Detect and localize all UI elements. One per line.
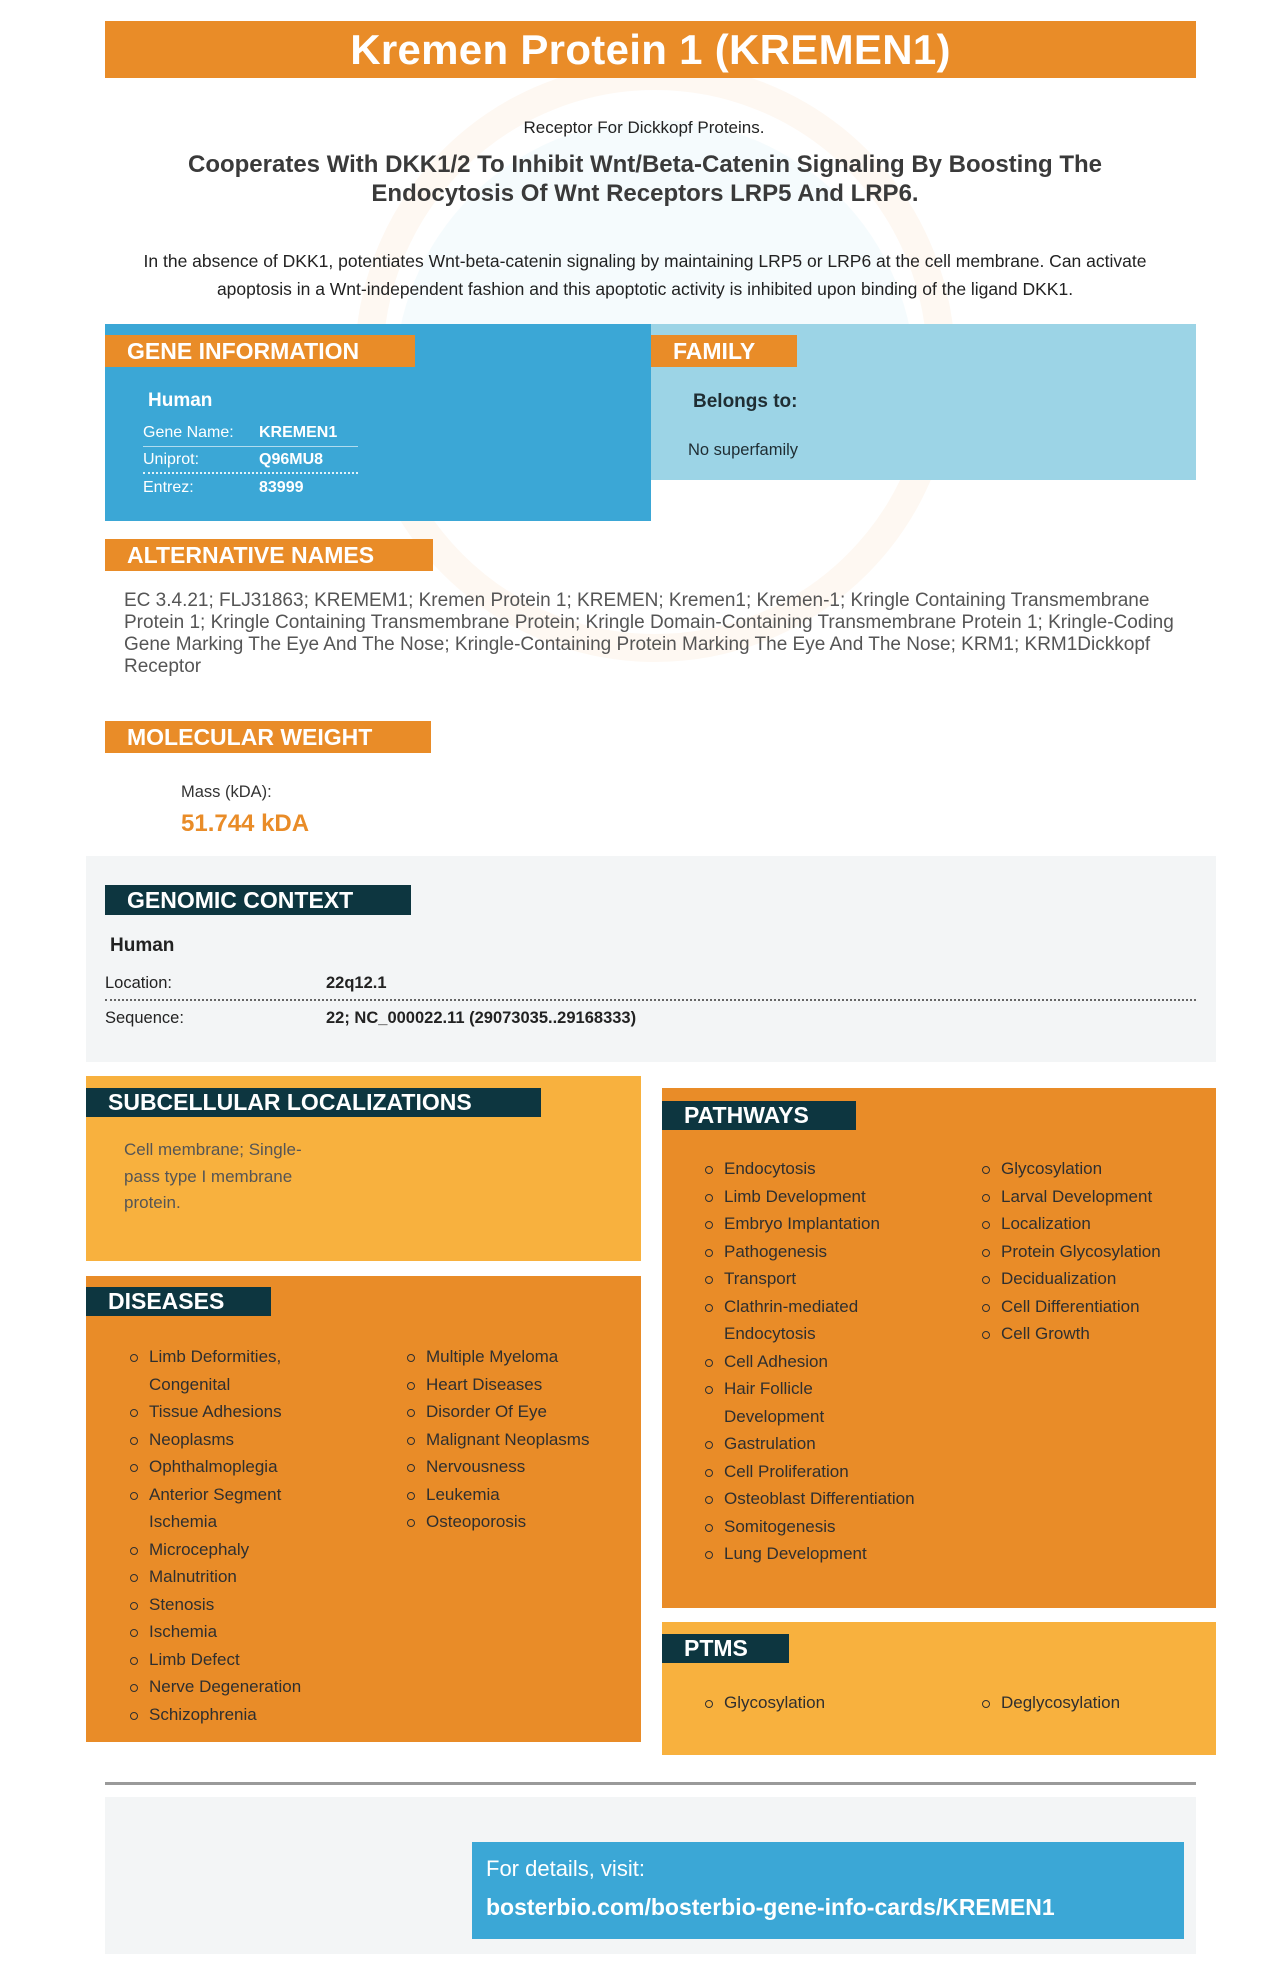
summary-description: In the absence of DKK1, potentiates Wnt-beta-catenin signaling by maintaining LRP5 or LRP6 at the cell membrane. Can activate apoptosis in a Wnt-independent fashion and this apoptotic activity is inhibited upon binding of the ligand DKK1. xyxy=(143,251,1147,299)
page-title: Kremen Protein 1 (KREMEN1) xyxy=(350,25,951,73)
genomic-context-heading: GENOMIC CONTEXT xyxy=(105,885,411,915)
disease-item: Neoplasms xyxy=(130,1426,340,1454)
subcellular-text: Cell membrane; Single-pass type I membrane protein. xyxy=(124,1140,302,1212)
disease-item: Anterior Segment Ischemia xyxy=(130,1481,340,1536)
pathways-list-right xyxy=(982,1155,1202,1348)
family-value: No superfamily xyxy=(688,441,799,459)
disease-item: Multiple Myeloma xyxy=(407,1343,627,1371)
gene-row-key: Uniprot: xyxy=(143,450,200,468)
pathway-item: Cell Adhesion xyxy=(705,1348,915,1376)
molecular-weight-heading: MOLECULAR WEIGHT xyxy=(105,721,431,753)
disease-item: Osteoporosis xyxy=(407,1508,627,1536)
pathway-item: Limb Development xyxy=(705,1183,915,1211)
ptms-list-left xyxy=(705,1689,925,1717)
pathway-item: Transport xyxy=(705,1265,915,1293)
pathway-item: Cell Proliferation xyxy=(705,1458,915,1486)
disease-item: Ophthalmoplegia xyxy=(130,1453,340,1481)
gene-row-value: 83999 xyxy=(259,478,304,496)
details-link-box[interactable] xyxy=(472,1842,1184,1939)
pathway-item: Somitogenesis xyxy=(705,1513,915,1541)
pathway-item: Cell Differentiation xyxy=(982,1293,1202,1321)
pathway-item: Osteoblast Differentiation xyxy=(705,1485,915,1513)
gene-name-row xyxy=(143,420,358,447)
disease-item: Limb Defect xyxy=(130,1646,340,1674)
pathway-item: Glycosylation xyxy=(982,1155,1202,1183)
diseases-list-left xyxy=(130,1343,340,1728)
location-row xyxy=(105,968,1196,1001)
disease-item: Nervousness xyxy=(407,1453,627,1481)
alternative-names-text: EC 3.4.21; FLJ31863; KREMEM1; Kremen Protein 1; KREMEN; Kremen1; Kremen-1; Kringle Containing Transmembrane Protein 1; Kringle Containing Transmembrane Protein; Kringle Domain-Containing Transmembrane Protein 1; Kringle-Coding Gene Marking The Eye And The Nose; Kringle-Containing Protein Marking The Eye And The Nose; KRM1; KRM1Dickkopf Receptor xyxy=(124,590,1174,677)
pathway-item: Lung Development xyxy=(705,1540,915,1568)
pathway-item: Protein Glycosylation xyxy=(982,1238,1202,1266)
pathway-item: Hair Follicle Development xyxy=(705,1375,915,1430)
ptm-item: Deglycosylation xyxy=(982,1689,1202,1717)
gene-information-heading: GENE INFORMATION xyxy=(105,335,415,367)
pathway-item: Gastrulation xyxy=(705,1430,915,1458)
ptms-heading: PTMS xyxy=(662,1634,789,1663)
gene-row-key: Gene Name: xyxy=(143,424,234,441)
genomic-row-value: 22q12.1 xyxy=(326,974,387,992)
pathway-item: Localization xyxy=(982,1210,1202,1238)
pathway-item: Clathrin-mediated Endocytosis xyxy=(705,1293,915,1348)
uniprot-row xyxy=(143,447,358,474)
mass-label: Mass (kDA): xyxy=(181,783,272,801)
disease-item: Ischemia xyxy=(130,1618,340,1646)
disease-item: Heart Diseases xyxy=(407,1371,627,1399)
pathway-item: Embryo Implantation xyxy=(705,1210,915,1238)
gene-species: Human xyxy=(148,390,213,411)
pathway-item: Decidualization xyxy=(982,1265,1202,1293)
family-heading: FAMILY xyxy=(651,335,797,367)
alternative-names-heading: ALTERNATIVE NAMES xyxy=(105,539,433,571)
disease-item: Disorder Of Eye xyxy=(407,1398,627,1426)
diseases-list-right xyxy=(407,1343,627,1536)
pathway-item: Endocytosis xyxy=(705,1155,915,1183)
genomic-row-value: 22; NC_000022.11 (29073035..29168333) xyxy=(326,1009,637,1027)
pathway-item: Larval Development xyxy=(982,1183,1202,1211)
disease-item: Leukemia xyxy=(407,1481,627,1509)
disease-item: Limb Deformities, Congenital xyxy=(130,1343,340,1398)
disease-item: Nerve Degeneration xyxy=(130,1673,340,1701)
footer-divider xyxy=(105,1782,1196,1785)
ptms-list-right xyxy=(982,1689,1202,1717)
diseases-heading: DISEASES xyxy=(86,1287,271,1316)
details-url-link[interactable]: bosterbio.com/bosterbio-gene-info-cards/KREMEN1 xyxy=(486,1894,1055,1920)
disease-item: Tissue Adhesions xyxy=(130,1398,340,1426)
entrez-row xyxy=(143,474,358,501)
gene-row-key: Entrez: xyxy=(143,478,194,496)
summary-short: Receptor For Dickkopf Proteins. xyxy=(523,118,765,137)
pathway-item: Pathogenesis xyxy=(705,1238,915,1266)
genomic-species: Human xyxy=(110,935,175,956)
pathways-heading: PATHWAYS xyxy=(662,1101,856,1130)
genomic-row-key: Sequence: xyxy=(105,1009,184,1027)
ptm-item: Glycosylation xyxy=(705,1689,925,1717)
disease-item: Schizophrenia xyxy=(130,1701,340,1729)
disease-item: Malignant Neoplasms xyxy=(407,1426,627,1454)
genomic-row-key: Location: xyxy=(105,974,172,992)
gene-row-value: KREMEN1 xyxy=(259,424,338,441)
summary-headline: Cooperates With DKK1/2 To Inhibit Wnt/Beta-Catenin Signaling By Boosting The Endocytosis Of Wnt Receptors LRP5 And LRP6. xyxy=(187,151,1102,207)
gene-row-value: Q96MU8 xyxy=(259,450,324,468)
disease-item: Microcephaly xyxy=(130,1536,340,1564)
details-label: For details, visit: xyxy=(486,1856,645,1881)
disease-item: Malnutrition xyxy=(130,1563,340,1591)
family-belongs-label: Belongs to: xyxy=(693,391,798,412)
disease-item: Stenosis xyxy=(130,1591,340,1619)
pathway-item: Cell Growth xyxy=(982,1320,1202,1348)
title-banner xyxy=(105,21,1196,78)
subcellular-heading: SUBCELLULAR LOCALIZATIONS xyxy=(86,1088,541,1117)
pathways-list-left xyxy=(705,1155,915,1568)
mass-value: 51.744 kDA xyxy=(181,810,310,837)
sequence-row xyxy=(105,1002,1196,1035)
